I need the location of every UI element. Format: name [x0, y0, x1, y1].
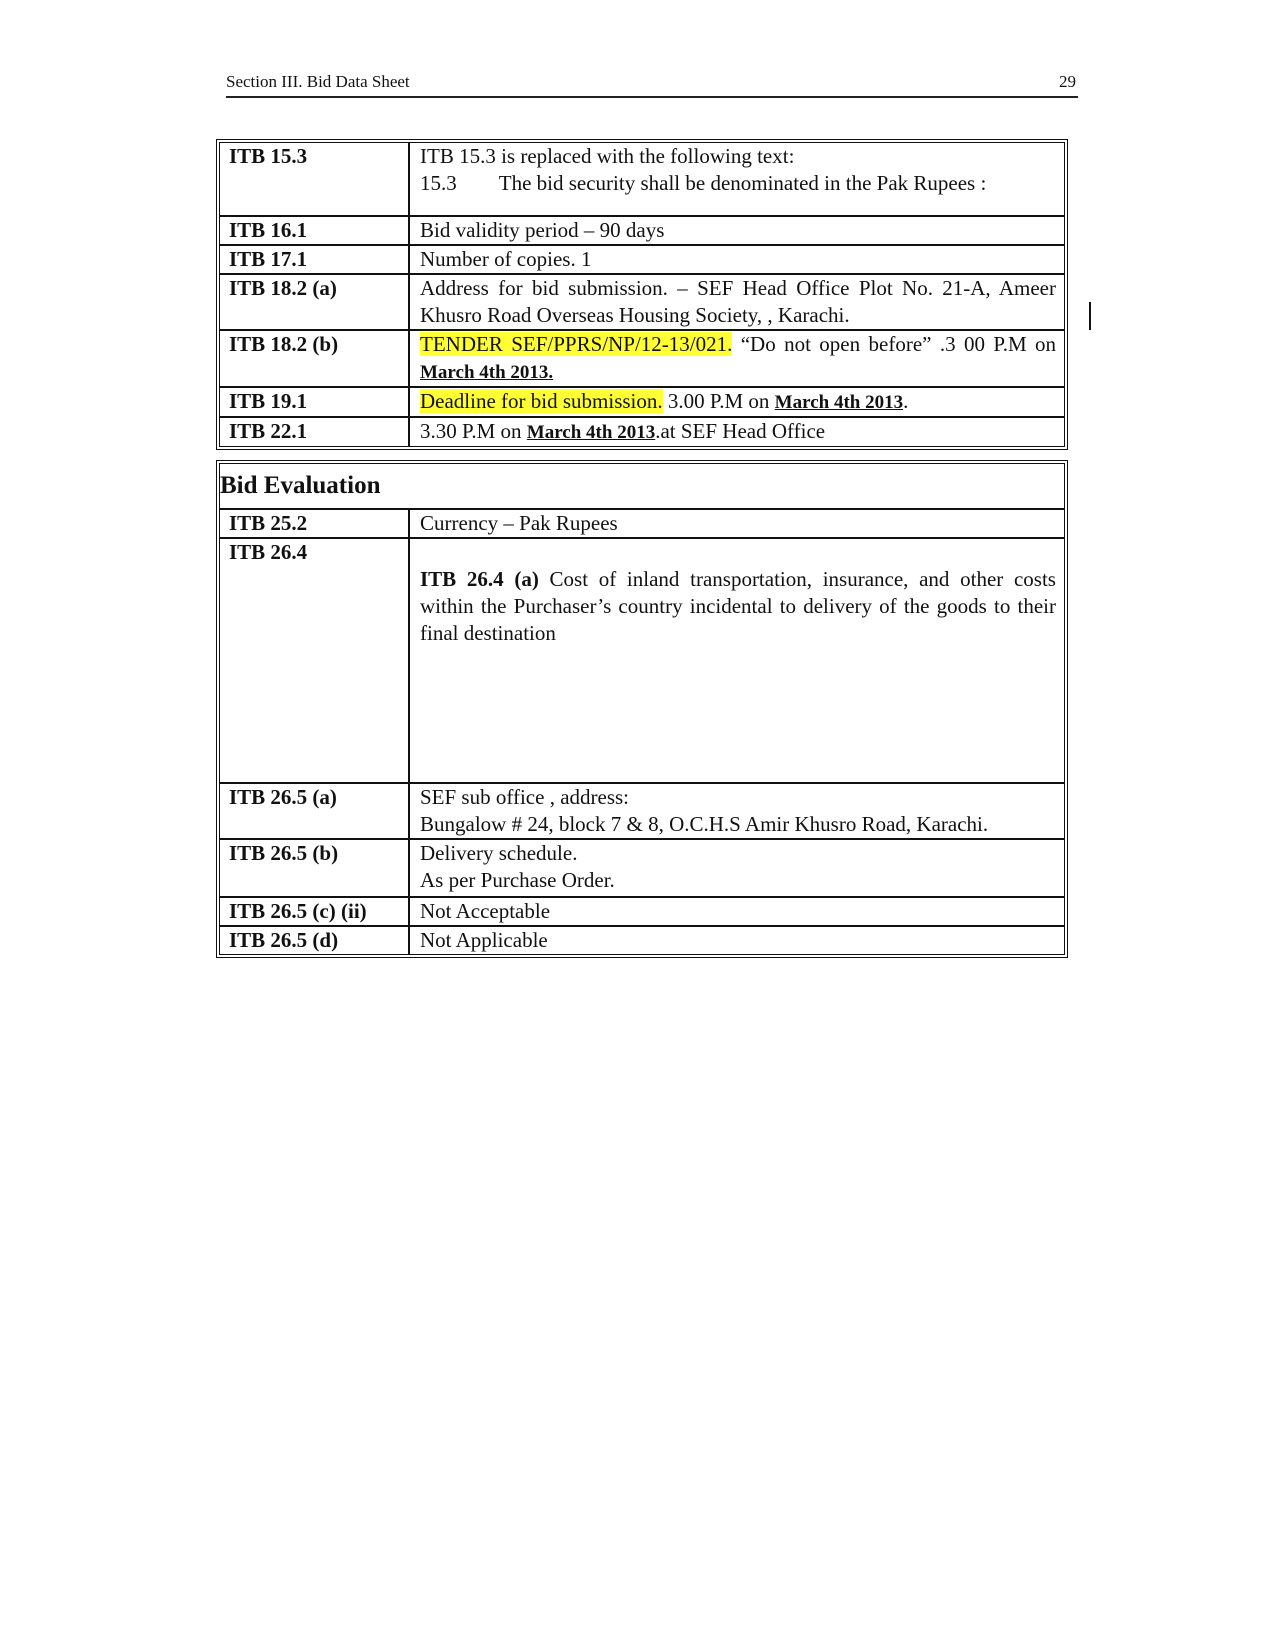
value-text: 3.00 P.M on: [662, 389, 775, 413]
row-value: [410, 840, 1064, 896]
row-value: Bid validity period – 90 days: [420, 218, 665, 242]
table-row: [220, 215, 1064, 244]
value-line: SEF sub office , address:: [420, 785, 630, 809]
table-row: [220, 925, 1064, 954]
row-key: ITB 15.3: [220, 143, 410, 215]
table-row: [220, 782, 1064, 838]
bid-evaluation-table: [216, 460, 1068, 958]
value-tail: .: [903, 389, 909, 413]
table-row: [220, 143, 1064, 215]
row-key: ITB 26.5 (a): [220, 784, 410, 838]
value-line: Delivery schedule.: [420, 841, 578, 865]
value-line: Bungalow # 24, block 7 & 8, O.C.H.S Amir Khusro Road, Karachi.: [420, 812, 989, 836]
row-key: ITB 19.1: [220, 388, 410, 416]
table-row: [220, 537, 1064, 782]
text-cursor: [1089, 302, 1091, 330]
table-row: [220, 838, 1064, 896]
section-title: Section III. Bid Data Sheet: [226, 72, 410, 91]
row-value: Currency – Pak Rupees: [420, 511, 618, 535]
table-row: [220, 386, 1064, 416]
row-key: ITB 17.1: [220, 246, 410, 273]
value-line: 15.3 The bid security shall be denominated in the Pak Rupees :: [420, 171, 987, 195]
table-row: [220, 244, 1064, 273]
table-row: [220, 416, 1064, 446]
table-title: Bid Evaluation: [220, 472, 381, 499]
row-value: Address for bid submission. – SEF Head Office Plot No. 21-A, Ameer Khusro Road Overseas Housing Society, , Karachi.: [420, 276, 1056, 327]
row-value: [410, 331, 1064, 386]
value-text: 3.30 P.M on: [420, 419, 527, 443]
value-line: ITB 15.3 is replaced with the following text:: [420, 144, 795, 168]
date-text: March 4th 2013: [526, 422, 656, 443]
value-tail: .: [548, 362, 554, 383]
row-value: Not Applicable: [420, 928, 548, 952]
table-row: [220, 896, 1064, 925]
row-key: ITB 16.1: [220, 217, 410, 244]
row-key: ITB 26.4: [220, 539, 410, 782]
row-value: [410, 418, 1064, 446]
row-key: ITB 18.2 (a): [220, 275, 410, 329]
highlighted-text: Deadline for bid submission.: [420, 389, 663, 413]
value-text: Cost of inland transportation, insurance, and other costs within the Purchaser’s country incidental to delivery of the goods to their final destination: [420, 567, 1056, 645]
row-key: ITB 18.2 (b): [220, 331, 410, 386]
row-key: ITB 25.2: [220, 510, 410, 537]
table-row: [220, 273, 1064, 329]
date-text: March 4th 2013: [420, 362, 549, 383]
row-value: [410, 143, 1064, 215]
row-key: ITB 22.1: [220, 418, 410, 446]
value-text: “Do not open before” .3 00 P.M on: [732, 332, 1056, 356]
row-key: ITB 26.5 (d): [220, 927, 410, 954]
highlighted-text: TENDER SEF/PPRS/NP/12-13/021.: [420, 332, 733, 356]
page-header: [226, 70, 1078, 98]
page-number: 29: [1059, 72, 1076, 91]
row-value: Not Acceptable: [420, 899, 551, 923]
row-key: ITB 26.5 (b): [220, 840, 410, 896]
table-row: [220, 329, 1064, 386]
bid-data-table: [216, 139, 1068, 450]
table-row: [220, 508, 1064, 537]
value-lead: ITB 26.4 (a): [420, 567, 539, 591]
value-line: As per Purchase Order.: [420, 868, 615, 892]
row-value: [410, 784, 1064, 838]
row-value: [410, 539, 1064, 782]
row-key: ITB 26.5 (c) (ii): [220, 898, 410, 925]
row-value: Number of copies. 1: [420, 247, 592, 271]
row-value: [410, 388, 1064, 416]
value-tail: .at SEF Head Office: [655, 419, 826, 443]
date-text: March 4th 2013: [774, 392, 904, 413]
